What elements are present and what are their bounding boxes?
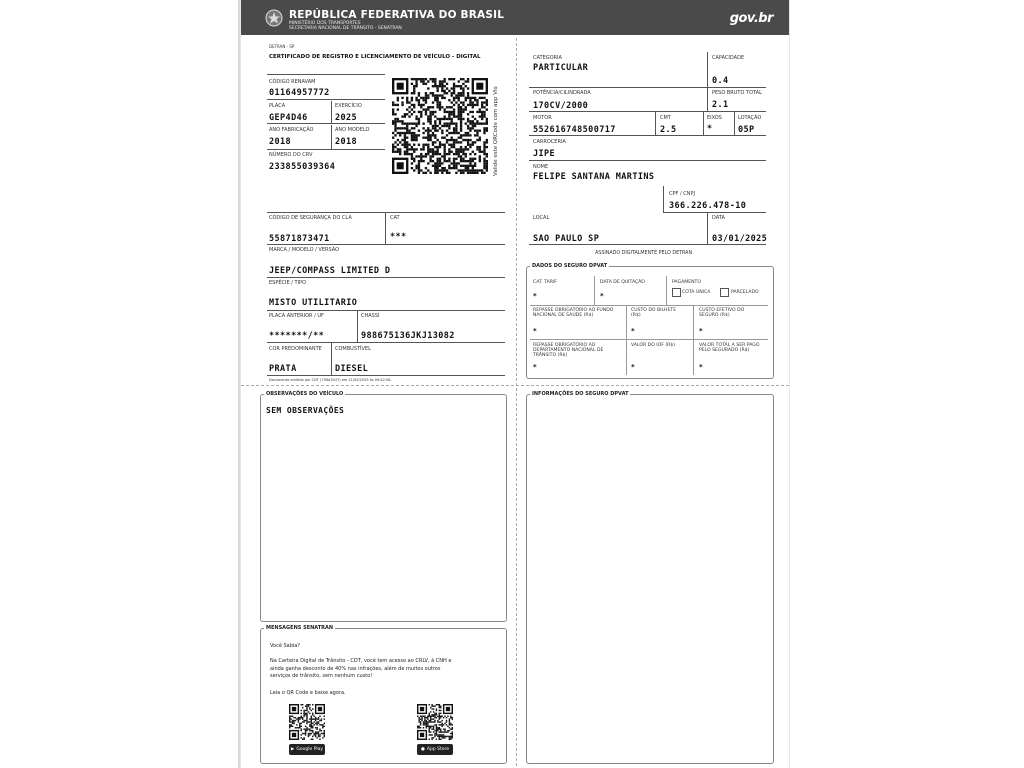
rule: [530, 339, 768, 340]
valor-total-label: VALOR TOTAL A SER PAGO PELO SEGURADO (R$): [699, 343, 760, 354]
rule: [707, 52, 708, 87]
local-value: SAO PAULO SP: [533, 234, 600, 244]
rule: [267, 99, 385, 100]
mensagens-p2: Na Carteira Digital de Trânsito - CDT, você tem acesso ao CRLV, à CNH e ainda ganha desconto de 40% nas infrações, além de muitos outros serviços de trânsito, sem nenhum custo!: [270, 658, 452, 679]
capacidade-value: 0.4: [712, 76, 729, 86]
rule: [734, 111, 735, 135]
detran-label: DETRAN - SP: [269, 44, 295, 49]
potencia-label: POTÊNCIA/CILINDRADA: [533, 90, 591, 96]
google-play-badge[interactable]: [289, 744, 325, 755]
rule: [530, 305, 768, 306]
cmt-label: CMT: [660, 115, 671, 121]
crlv-document: [240, 0, 790, 768]
emission-footnote: Documento emitido por CDT (756d7b37) em 21/05/2025 às 09:42:58.: [269, 378, 392, 382]
marca-label: MARCA / MODELO / VERSÃO: [269, 247, 339, 253]
validation-qr-code[interactable]: [392, 78, 488, 174]
ano-modelo-label: ANO MODELO: [335, 127, 370, 133]
placa-value: GEP4D46: [269, 113, 308, 123]
custo-efetivo-value: *: [699, 327, 703, 335]
cat-tarif-value: *: [533, 292, 537, 300]
rule: [666, 276, 667, 305]
observacoes-text: SEM OBSERVAÇÕES: [266, 406, 345, 415]
custo-bilhete-value: *: [631, 327, 635, 335]
rule: [703, 111, 704, 135]
vertical-fold-line: [516, 38, 517, 766]
rule: [267, 149, 385, 150]
combustivel-value: DIESEL: [335, 364, 369, 374]
peso-label: PESO BRUTO TOTAL: [712, 90, 762, 96]
info-seguro-box: [526, 394, 774, 764]
rule: [267, 123, 385, 124]
placa-label: PLACA: [269, 103, 286, 109]
rule: [707, 212, 708, 244]
observacoes-title: OBSERVAÇÕES DO VEÍCULO: [266, 391, 344, 397]
rule: [663, 186, 664, 212]
google-play-qr-code[interactable]: [289, 704, 325, 740]
google-play-label: Google Play: [296, 747, 324, 752]
rule: [357, 310, 358, 342]
cla-value: 55871873471: [269, 234, 330, 244]
custo-bilhete-label: CUSTO DO BILHETE (R$): [631, 308, 677, 319]
header-line-1: MINISTÉRIO DOS TRANSPORTES: [289, 21, 361, 26]
repasse-fns-value: *: [533, 327, 537, 335]
qr-caption-wrap: [493, 78, 501, 176]
especie-label: ESPÉCIE / TIPO: [269, 280, 306, 286]
cota-unica-label: COTA ÚNICA: [682, 290, 711, 295]
rule: [267, 342, 505, 343]
valor-total-value: *: [699, 363, 703, 371]
crv-label: NÚMERO DO CRV: [269, 152, 313, 158]
cat-value: ***: [390, 232, 407, 242]
cpf-label: CPF / CNPJ: [669, 191, 695, 197]
eixos-label: EIXOS: [707, 115, 722, 121]
peso-value: 2.1: [712, 100, 729, 110]
brasao-icon: [265, 9, 283, 27]
rule: [331, 342, 332, 375]
horizontal-fold-line: [241, 385, 789, 386]
renavam-label: CÓDIGO RENAVAM: [269, 79, 316, 85]
capacidade-label: CAPACIDADE: [712, 55, 745, 61]
rule: [267, 212, 505, 213]
ano-fabricacao-value: 2018: [269, 137, 292, 147]
assinado-text: ASSINADO DIGITALMENTE PELO DETRAN: [595, 251, 693, 256]
combustivel-label: COMBUSTÍVEL: [335, 346, 371, 352]
rule: [663, 212, 766, 213]
rule: [267, 277, 505, 278]
cla-label: CÓDIGO DE SEGURANÇA DO CLA: [269, 215, 352, 221]
cat-tarif-label: CAT. TARIF: [533, 280, 557, 285]
rule: [529, 135, 766, 136]
cor-label: COR PREDOMINANTE: [269, 346, 322, 352]
parcelado-label: PARCELADO: [731, 290, 759, 295]
potencia-value: 170CV/2000: [533, 101, 589, 111]
rule: [693, 305, 694, 375]
placa-anterior-value: *******/**: [269, 331, 325, 341]
chassi-label: CHASSI: [361, 313, 380, 319]
motor-label: MOTOR: [533, 115, 552, 121]
doc-title: CERTIFICADO DE REGISTRO E LICENCIAMENTO DE VEÍCULO - DIGITAL: [269, 54, 481, 60]
valor-iof-value: *: [631, 363, 635, 371]
placa-anterior-label: PLACA ANTERIOR / UF: [269, 313, 324, 319]
crv-value: 233855039364: [269, 162, 336, 172]
pagamento-label: PAGAMENTO: [672, 280, 701, 285]
repasse-denatran-value: *: [533, 363, 537, 371]
rule: [331, 101, 332, 123]
info-seguro-title: INFORMAÇÕES DO SEGURO DPVAT: [532, 391, 629, 397]
apple-icon: ●: [420, 747, 425, 752]
mensagens-p1: Você Sabia?: [270, 643, 301, 649]
rule: [331, 125, 332, 149]
ano-fabricacao-label: ANO FABRICAÇÃO: [269, 127, 314, 133]
play-icon: ▶: [290, 747, 295, 752]
cat-label: CAT: [390, 215, 400, 221]
exercicio-value: 2025: [335, 113, 358, 123]
data-quitacao-label: DATA DE QUITAÇÃO: [600, 280, 645, 285]
lotacao-value: 05P: [738, 125, 755, 135]
app-store-badge[interactable]: [417, 744, 453, 755]
motor-value: 552616748500717: [533, 125, 616, 135]
govbr-logo[interactable]: gov.br: [729, 11, 773, 26]
especie-value: MISTO UTILITARIO: [269, 298, 358, 308]
repasse-denatran-label: REPASSE OBRIGATÓRIO AO DEPARTAMENTO NACIONAL DE TRÂNSITO (R$): [533, 343, 604, 359]
rule: [385, 212, 386, 244]
rule: [267, 74, 385, 75]
gov-header: [241, 0, 789, 35]
carroceria-value: JIPE: [533, 149, 556, 159]
mensagens-title: MENSAGENS SENATRAN: [266, 625, 334, 631]
cmt-value: 2.5: [660, 125, 677, 135]
nome-label: NOME: [533, 164, 549, 170]
custo-efetivo-label: CUSTO EFETIVO DO SEGURO (R$): [699, 308, 745, 319]
app-store-qr-code[interactable]: [417, 704, 453, 740]
categoria-value: PARTICULAR: [533, 63, 589, 73]
data-value: 03/01/2025: [712, 234, 768, 244]
nome-value: FELIPE SANTANA MARTINS: [533, 172, 655, 182]
chassi-value: 988675136JKJ13082: [361, 331, 455, 341]
rule: [529, 244, 766, 245]
header-title: REPÚBLICA FEDERATIVA DO BRASIL: [289, 9, 505, 21]
categoria-label: CATEGORIA: [533, 55, 562, 61]
rule: [267, 310, 505, 311]
observacoes-box: [260, 394, 507, 622]
rule: [529, 87, 766, 88]
rule: [529, 111, 766, 112]
header-subtitle: [289, 22, 402, 31]
rule: [267, 244, 505, 245]
data-quitacao-value: *: [600, 292, 604, 300]
mensagens-p3: Leia o QR Code e baixe agora.: [270, 690, 346, 696]
rule: [529, 160, 766, 161]
data-label: DATA: [712, 215, 725, 221]
cota-unica-checkbox[interactable]: [672, 288, 681, 297]
rule: [626, 305, 627, 375]
rule: [655, 111, 656, 135]
app-store-label: App Store: [426, 747, 450, 752]
qr-caption: Valide este QRCode com app Vio: [493, 86, 499, 176]
local-label: LOCAL: [533, 215, 550, 221]
exercicio-label: EXERCÍCIO: [335, 103, 362, 109]
lotacao-label: LOTAÇÃO: [738, 115, 762, 121]
dpvat-title: DADOS DO SEGURO DPVAT: [532, 263, 608, 269]
carroceria-label: CARROCERIA: [533, 139, 566, 145]
renavam-value: 01164957772: [269, 88, 330, 98]
rule: [594, 276, 595, 305]
cpf-value: 366.226.478-10: [669, 201, 747, 211]
valor-iof-label: VALOR DO IOF (R$): [631, 343, 676, 348]
marca-value: JEEP/COMPASS LIMITED D: [269, 266, 391, 276]
header-line-2: SECRETARIA NACIONAL DE TRÂNSITO - SENATRAN: [289, 25, 402, 31]
eixos-value: *: [707, 124, 713, 134]
rule: [707, 87, 708, 111]
ano-modelo-value: 2018: [335, 137, 358, 147]
repasse-fns-label: REPASSE OBRIGATÓRIO AO FUNDO NACIONAL DE SAÚDE (R$): [533, 308, 614, 319]
rule: [267, 375, 505, 376]
cor-value: PRATA: [269, 364, 297, 374]
parcelado-checkbox[interactable]: [720, 288, 729, 297]
